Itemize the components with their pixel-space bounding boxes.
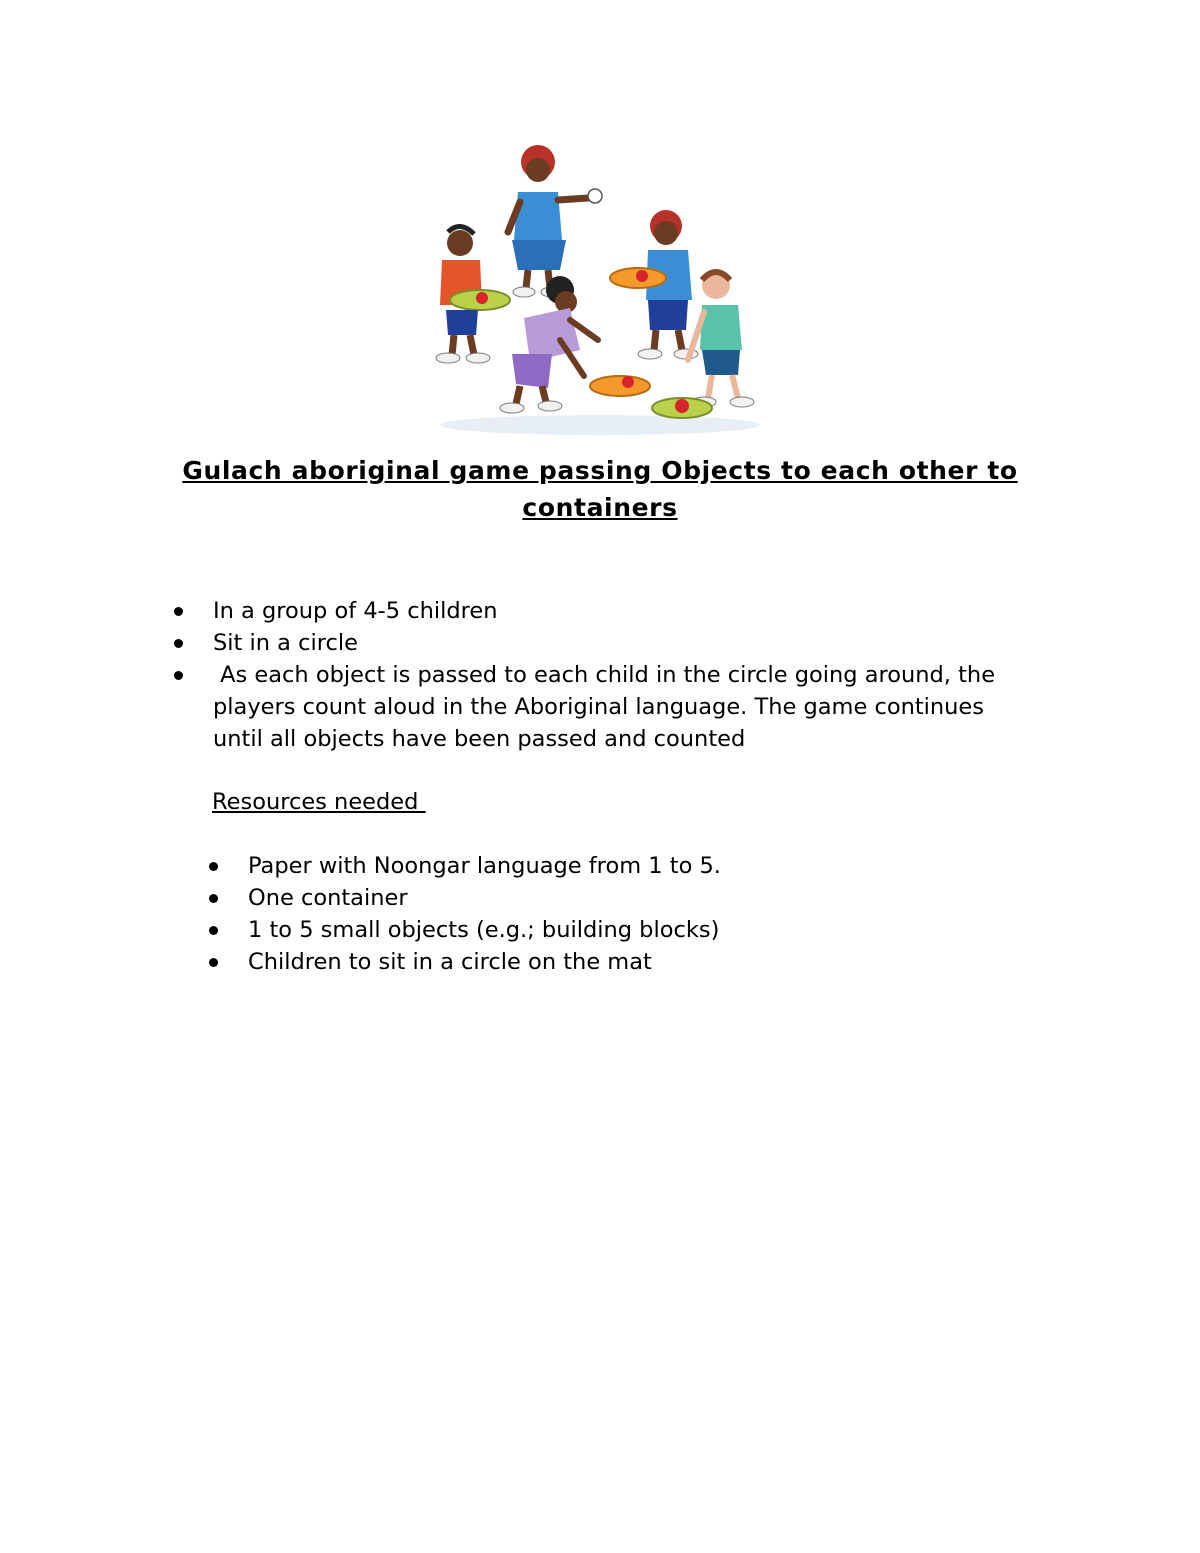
boy-blue-shirt-figure [610,210,698,359]
bullet-icon [174,671,183,680]
bullet-icon [174,639,183,648]
page-title: Gulach aboriginal game passing Objects to each other to containers [182,456,1018,522]
instructions-list [168,595,1038,755]
boy-teal-shirt-figure [688,271,754,407]
list-item [203,850,1023,882]
resources-list [203,850,1023,978]
bullet-icon [209,894,218,903]
resource-text: Paper with Noongar language from 1 to 5. [248,853,721,879]
bullet-icon [174,607,183,616]
instruction-text: In a group of 4-5 children [213,598,498,624]
resources-heading: Resources needed [212,789,426,815]
list-item [168,659,1038,755]
bullet-icon [209,958,218,967]
resource-text: Children to sit in a circle on the mat [248,949,652,975]
bullet-icon [209,926,218,935]
list-item [168,627,1038,659]
resource-text: 1 to 5 small objects (e.g.; building blocks) [248,917,720,943]
instruction-text: Sit in a circle [213,630,358,656]
list-item [168,595,1038,627]
resource-text: One container [248,885,408,911]
bullet-icon [209,862,218,871]
instruction-text: As each object is passed to each child in the circle going around, the players count aloud in the Aboriginal language. The game continues until all objects have been passed and counted [213,662,1003,752]
children-passing-bowls-illustration [420,140,780,440]
bowl-orange-ground [590,376,650,396]
list-item [203,882,1023,914]
girl-blue-dress-figure [508,145,602,297]
girl-purple-shirt-figure [500,276,598,413]
boy-red-shirt-figure [436,226,510,363]
list-item [203,946,1023,978]
list-item [203,914,1023,946]
